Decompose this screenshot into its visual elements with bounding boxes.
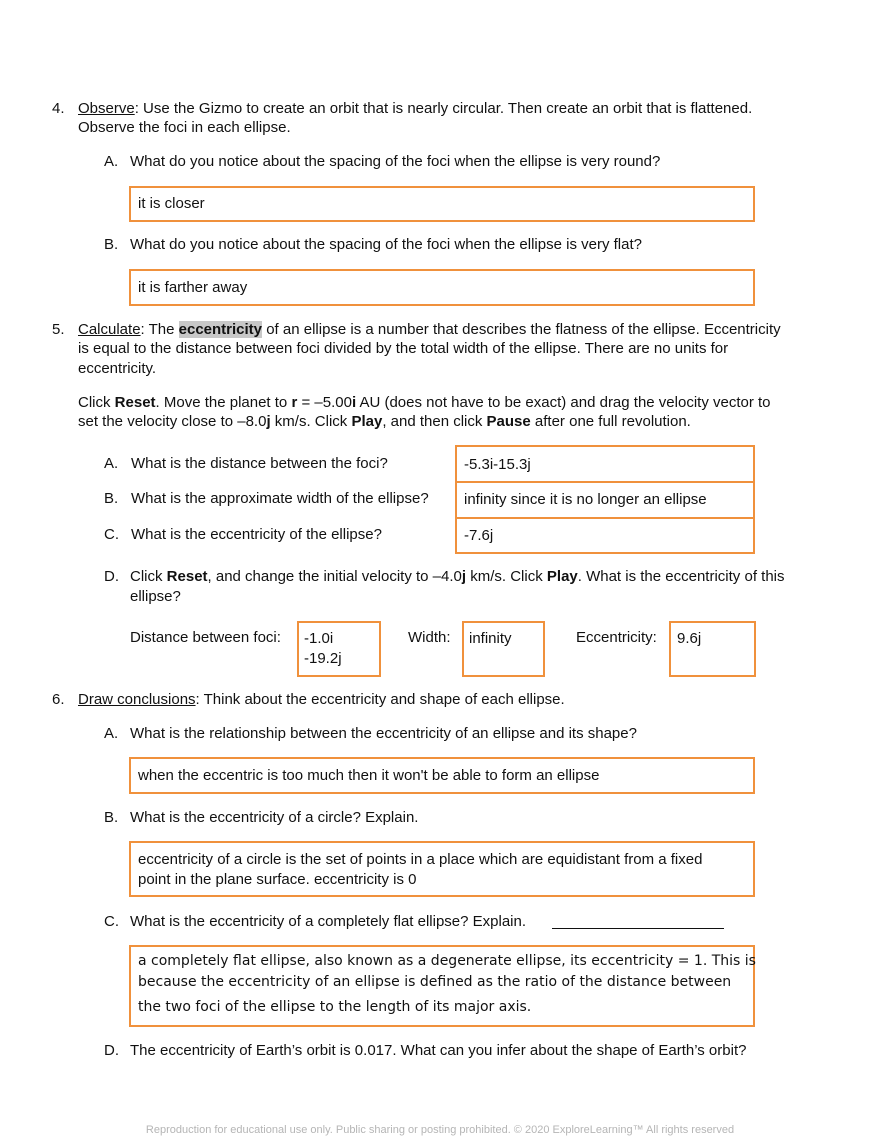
q4a-answer-box[interactable] — [129, 186, 755, 222]
q5a-letter: A. — [104, 455, 119, 472]
q6c-letter: C. — [104, 913, 119, 930]
q5-line2: is equal to the distance between foci divided by the total width of the ellipse. There are no units for — [78, 340, 729, 357]
q4a-answer: it is closer — [138, 195, 205, 212]
q4b-letter: B. — [104, 236, 119, 253]
q6c-answer-line2: because the eccentricity of an ellipse is defined as the ratio of the distance between — [138, 974, 732, 990]
foci-label: Distance between foci: — [130, 629, 281, 646]
q4a-letter: A. — [104, 153, 119, 170]
q6c-answer-line1: a completely flat ellipse, also known as a degenerate ellipse, its eccentricity = 1. This is — [138, 953, 756, 969]
q5b-letter: B. — [104, 490, 119, 507]
eccentricity-answer: 9.6j — [677, 630, 702, 647]
width-answer: infinity — [469, 630, 512, 647]
q4-line2: Observe the foci in each ellipse. — [78, 119, 291, 136]
q5b-question: What is the approximate width of the ellipse? — [131, 490, 429, 507]
q4-line1 — [78, 99, 752, 119]
q5-label: Calculate — [78, 321, 141, 338]
q6c-blank-line — [552, 928, 724, 929]
q5d-question-line2: ellipse? — [130, 588, 181, 605]
q5c-question: What is the eccentricity of the ellipse? — [131, 526, 382, 543]
q5d-letter: D. — [104, 568, 119, 585]
q5c-letter: C. — [104, 526, 119, 543]
q6-line1 — [78, 690, 565, 710]
q5b-answer-box[interactable] — [455, 481, 755, 519]
q5c-answer: -7.6j — [464, 527, 494, 544]
q6a-question: What is the relationship between the eccentricity of an ellipse and its shape? — [130, 725, 637, 742]
q6b-answer-line2: point in the plane surface. eccentricity is 0 — [138, 871, 417, 888]
foci-answer-line2: -19.2j — [304, 650, 342, 667]
q6b-answer-line1: eccentricity of a circle is the set of points in a place which are equidistant from a fixed — [138, 851, 703, 868]
q5-pre: : The — [140, 321, 179, 338]
q4b-question: What do you notice about the spacing of the foci when the ellipse is very flat? — [130, 236, 642, 253]
q5-number: 5. — [52, 321, 65, 338]
foci-answer-line1: -1.0i — [304, 630, 334, 647]
width-answer-box[interactable] — [462, 621, 545, 677]
eccentricity-answer-box[interactable] — [669, 621, 756, 677]
foci-answer-box[interactable] — [297, 621, 381, 677]
q6a-letter: A. — [104, 725, 119, 742]
q5-text1: of an ellipse is a number that describes the flatness of the ellipse. Eccentricity — [262, 321, 781, 338]
eccentricity-label: Eccentricity: — [576, 629, 657, 646]
q4-text: : Use the Gizmo to create an orbit that is nearly circular. Then create an orbit that is flattened. — [134, 100, 753, 117]
q6d-letter: D. — [104, 1042, 119, 1059]
q5-instructions-line2: set the velocity close to –8.0j km/s. Click Play, and then click Pause after one full revolution. — [78, 413, 691, 430]
q6b-question: What is the eccentricity of a circle? Explain. — [130, 809, 419, 826]
footer-copyright: Reproduction for educational use only. Public sharing or posting prohibited. © 2020 ExploreLearning™ All rights reserved — [145, 1124, 735, 1136]
q5b-answer: infinity since it is no longer an ellipse — [464, 491, 707, 508]
q6a-answer: when the eccentric is too much then it won't be able to form an ellipse — [138, 767, 600, 784]
q6c-question: What is the eccentricity of a completely flat ellipse? Explain. — [130, 913, 527, 930]
q6-text: : Think about the eccentricity and shape of each ellipse. — [195, 691, 565, 708]
q4b-answer: it is farther away — [138, 279, 248, 296]
q4-label: Observe — [78, 100, 135, 117]
q4b-answer-box[interactable] — [129, 269, 755, 306]
q5a-answer: -5.3i-15.3j — [464, 456, 531, 473]
q6a-answer-box[interactable] — [129, 757, 755, 794]
q5d-question-line1: Click Reset, and change the initial velocity to –4.0j km/s. Click Play. What is the eccentricity of this — [130, 568, 785, 585]
q5c-answer-box[interactable] — [455, 517, 755, 554]
width-label: Width: — [408, 629, 451, 646]
q6c-answer-line3: the two foci of the ellipse to the length of its major axis. — [138, 999, 532, 1015]
q5a-question: What is the distance between the foci? — [131, 455, 388, 472]
q6b-answer-box[interactable] — [129, 841, 755, 897]
q5-line1 — [78, 320, 781, 340]
q4-number: 4. — [52, 100, 65, 117]
q6c-answer-box[interactable] — [129, 945, 755, 1027]
q6d-question: The eccentricity of Earth’s orbit is 0.017. What can you infer about the shape of Earth’s orbit? — [130, 1042, 747, 1059]
q5-term: eccentricity — [178, 321, 263, 338]
q6b-letter: B. — [104, 809, 119, 826]
q6-number: 6. — [52, 691, 65, 708]
q5-line3: eccentricity. — [78, 360, 157, 377]
q6-label: Draw conclusions — [78, 691, 196, 708]
q4a-question: What do you notice about the spacing of the foci when the ellipse is very round? — [130, 153, 661, 170]
q5-instructions-line1: Click Reset. Move the planet to r = –5.00i AU (does not have to be exact) and drag the velocity vector to — [78, 394, 771, 411]
q5a-answer-box[interactable] — [455, 445, 755, 483]
